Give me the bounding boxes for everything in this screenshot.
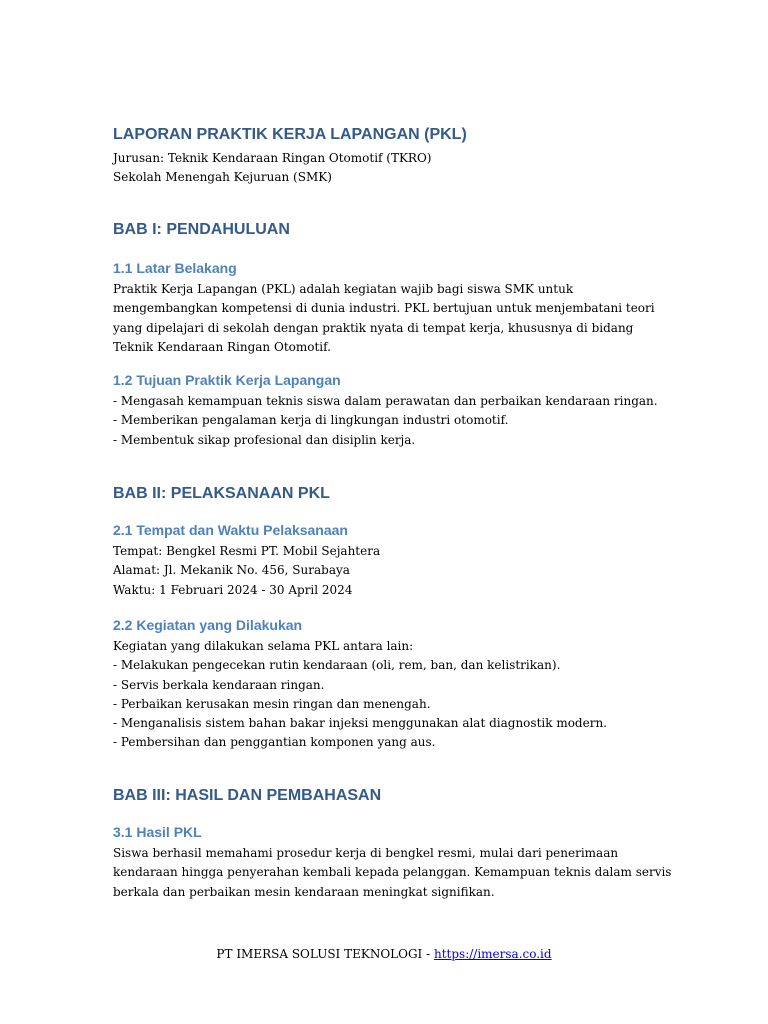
bab1-section <box>113 219 658 241</box>
paragraph-line: berkala dan perbaikan mesin kendaraan meningkat signifikan. <box>113 884 495 899</box>
bab2-section <box>113 483 658 505</box>
detail-line: Waktu: 1 Februari 2024 - 30 April 2024 <box>113 582 353 597</box>
section-1-1 <box>113 258 658 357</box>
section-1-1-paragraph <box>113 280 658 357</box>
section-3-1 <box>113 822 672 902</box>
bab1-heading: BAB I: PENDAHULUAN <box>113 221 290 238</box>
paragraph-line: Siswa berhasil memahami prosedur kerja di bengkel resmi, mulai dari penerimaan <box>113 846 619 860</box>
list-item: - Perbaikan kerusakan mesin ringan dan menengah. <box>113 696 431 711</box>
list-item: - Menganalisis sistem bahan bakar injeksi menggunakan alat diagnostik modern. <box>113 716 607 731</box>
list-item: - Melakukan pengecekan rutin kendaraan (oli, rem, ban, dan kelistrikan). <box>113 658 561 673</box>
detail-line: Alamat: Jl. Mekanik No. 456, Surabaya <box>113 563 350 578</box>
paragraph-line: Teknik Kendaraan Ringan Otomotif. <box>113 339 331 354</box>
footer-link[interactable]: https://imersa.co.id <box>433 947 552 961</box>
paragraph-line: kendaraan hingga penyerahan kembali kepada pelanggan. Kemampuan teknis dalam servis <box>113 865 672 880</box>
section-2-2-heading: 2.2 Kegiatan yang Dilakukan <box>113 617 303 633</box>
list-item: - Mengasah kemampuan teknis siswa dalam perawatan dan perbaikan kendaraan ringan. <box>113 394 658 408</box>
section-1-2-list <box>113 392 658 450</box>
section-3-1-paragraph <box>113 844 672 902</box>
document-header <box>113 124 658 187</box>
footer-company: PT IMERSA SOLUSI TEKNOLOGI - <box>216 947 434 961</box>
document-meta <box>113 149 658 187</box>
list-item: - Membentuk sikap profesional dan disiplin kerja. <box>113 432 416 447</box>
section-2-2 <box>113 615 658 753</box>
section-1-2 <box>113 370 658 450</box>
sekolah-line: Sekolah Menengah Kejuruan (SMK) <box>113 170 332 184</box>
paragraph-line: mengembangkan kompetensi di dunia industri. PKL bertujuan untuk menjembatani teori <box>113 301 655 316</box>
bab2-heading: BAB II: PELAKSANAAN PKL <box>113 485 330 502</box>
section-2-1-details <box>113 542 658 600</box>
detail-line: Tempat: Bengkel Resmi PT. Mobil Sejahtera <box>113 544 381 558</box>
list-item: - Servis berkala kendaraan ringan. <box>113 677 325 692</box>
list-item: Kegiatan yang dilakukan selama PKL antara lain: <box>113 639 414 653</box>
jurusan-line: Jurusan: Teknik Kendaraan Ringan Otomotif (TKRO) <box>113 151 432 165</box>
section-3-1-heading: 3.1 Hasil PKL <box>113 824 202 840</box>
page-footer <box>0 945 768 964</box>
paragraph-line: Praktik Kerja Lapangan (PKL) adalah kegiatan wajib bagi siswa SMK untuk <box>113 282 574 296</box>
bab3-section <box>113 785 658 807</box>
document-title: LAPORAN PRAKTIK KERJA LAPANGAN (PKL) <box>113 126 467 143</box>
section-1-1-heading: 1.1 Latar Belakang <box>113 260 237 276</box>
paragraph-line: yang dipelajari di sekolah dengan praktik nyata di tempat kerja, khususnya di bidang <box>113 320 634 335</box>
bab3-heading: BAB III: HASIL DAN PEMBAHASAN <box>113 787 382 804</box>
section-2-1 <box>113 520 658 600</box>
section-2-1-heading: 2.1 Tempat dan Waktu Pelaksanaan <box>113 522 348 538</box>
section-1-2-heading: 1.2 Tujuan Praktik Kerja Lapangan <box>113 372 341 388</box>
list-item: - Memberikan pengalaman kerja di lingkungan industri otomotif. <box>113 413 509 428</box>
section-2-2-list <box>113 637 658 753</box>
list-item: - Pembersihan dan penggantian komponen yang aus. <box>113 735 436 750</box>
